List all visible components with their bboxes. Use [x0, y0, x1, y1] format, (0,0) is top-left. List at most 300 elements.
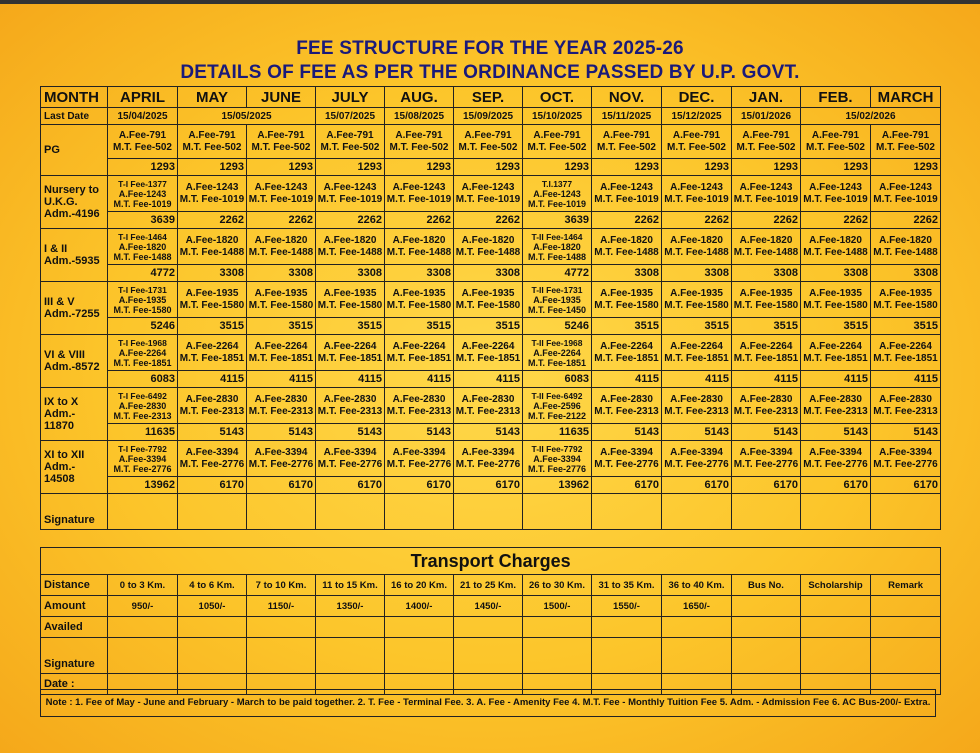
amenity-fee: A.Fee-1935: [254, 287, 308, 299]
fee-cell: [732, 176, 801, 212]
amenity-fee: A.Fee-1243: [461, 181, 515, 193]
fee-cell: [523, 125, 592, 159]
tuition-fee: M.T. Fee-1851: [873, 352, 938, 364]
amenity-fee: A.Fee-1243: [323, 181, 377, 193]
amenity-fee: A.Fee-1935: [185, 287, 239, 299]
tuition-fee: M.T. Fee-1488: [248, 246, 314, 258]
fee-cell: [316, 441, 385, 477]
fee-total: 3515: [385, 318, 454, 335]
amenity-fee: A.Fee-1820: [461, 234, 515, 246]
tuition-fee: M.T. Fee-1019: [386, 193, 452, 205]
fee-cell: [454, 388, 523, 424]
fee-total: 6170: [247, 477, 316, 494]
availed-cell[interactable]: [801, 617, 871, 638]
fee-cell: [385, 335, 454, 371]
tuition-fee: M.T. Fee-1851: [386, 352, 452, 364]
tuition-fee: M.T. Fee-1488: [664, 246, 729, 258]
fee-cell-terminal: [523, 176, 592, 212]
fee-cell: [662, 388, 732, 424]
fee-total: 2262: [178, 212, 247, 229]
terminal-fee: T-I Fee-1731: [118, 284, 167, 295]
amenity-fee: A.Fee-791: [742, 129, 790, 141]
fee-cell: [592, 335, 662, 371]
fee-cell: [592, 388, 662, 424]
month-july: JULY: [316, 87, 385, 108]
fee-total: 1293: [108, 159, 178, 176]
amenity-fee: A.Fee-2830: [118, 400, 167, 411]
amenity-fee: A.Fee-1935: [461, 287, 515, 299]
amenity-fee: A.Fee-791: [188, 129, 236, 141]
availed-cell[interactable]: [871, 617, 941, 638]
month-dec: DEC.: [662, 87, 732, 108]
amenity-fee: A.Fee-2264: [323, 340, 377, 352]
fee-cell-terminal: [108, 441, 178, 477]
signature-cell[interactable]: [592, 494, 662, 530]
tuition-fee: M.T. Fee-502: [806, 141, 865, 153]
fee-total: 6170: [316, 477, 385, 494]
availed-cell[interactable]: [592, 617, 662, 638]
amenity-fee: A.Fee-2830: [323, 393, 377, 405]
availed-cell[interactable]: [385, 617, 454, 638]
fee-cell: [454, 441, 523, 477]
fee-cell: [871, 335, 941, 371]
fee-total: 5143: [385, 424, 454, 441]
fee-total: 4115: [662, 371, 732, 388]
amount-label: Amount: [41, 596, 108, 617]
tuition-fee: M.T. Fee-2313: [113, 410, 172, 421]
transport-signature-cell[interactable]: [108, 638, 178, 674]
transport-signature-cell[interactable]: [316, 638, 385, 674]
tuition-fee: M.T. Fee-1851: [594, 352, 659, 364]
amenity-fee: A.Fee-2596: [533, 400, 581, 411]
availed-cell[interactable]: [108, 617, 178, 638]
amenity-fee: A.Fee-2264: [118, 347, 167, 358]
amenity-fee: A.Fee-791: [464, 129, 512, 141]
tuition-fee: M.T. Fee-1851: [664, 352, 729, 364]
fee-total: 11635: [523, 424, 592, 441]
fee-cell: [454, 176, 523, 212]
tuition-fee: M.T. Fee-1851: [733, 352, 799, 364]
fee-cell: [247, 388, 316, 424]
amenity-fee: A.Fee-1243: [809, 181, 862, 193]
amenity-fee: A.Fee-2830: [254, 393, 308, 405]
amenity-fee: A.Fee-2264: [739, 340, 793, 352]
transport-signature-label: Signature: [41, 638, 108, 674]
fee-cell: [592, 125, 662, 159]
amenity-fee: A.Fee-3394: [670, 446, 723, 458]
tuition-fee: M.T. Fee-1851: [179, 352, 245, 364]
fee-cell: [592, 176, 662, 212]
amenity-fee: A.Fee-791: [811, 129, 860, 141]
month-june: JUNE: [247, 87, 316, 108]
fee-cell: [247, 125, 316, 159]
tuition-fee: M.T. Fee-1488: [317, 246, 383, 258]
transport-signature-row: [41, 638, 941, 674]
signature-cell[interactable]: [801, 494, 871, 530]
signature-cell[interactable]: [523, 494, 592, 530]
terminal-fee: T-I Fee-1464: [118, 231, 167, 242]
tuition-fee: M.T. Fee-2776: [317, 458, 383, 470]
fee-total: 3308: [592, 265, 662, 282]
tuition-fee: M.T. Fee-2313: [733, 405, 799, 417]
fee-cell: [247, 335, 316, 371]
transport-signature-cell[interactable]: [801, 638, 871, 674]
last-date-dec: 15/12/2025: [662, 108, 732, 125]
terminal-fee: T-I Fee-6492: [118, 390, 167, 401]
transport-signature-cell[interactable]: [871, 638, 941, 674]
tuition-fee: M.T. Fee-1488: [179, 246, 245, 258]
availed-cell[interactable]: [178, 617, 247, 638]
fee-cell: [801, 335, 871, 371]
tuition-fee: M.T. Fee-1019: [179, 193, 245, 205]
month-aug: AUG.: [385, 87, 454, 108]
tuition-fee: M.T. Fee-2313: [248, 405, 314, 417]
tuition-fee: M.T. Fee-502: [876, 141, 935, 153]
tuition-fee: M.T. Fee-1019: [664, 193, 729, 205]
fee-cell-terminal: [108, 282, 178, 318]
total-row: [41, 477, 941, 494]
fee-cell-terminal: [523, 388, 592, 424]
signature-cell[interactable]: [662, 494, 732, 530]
fee-row: [41, 282, 941, 318]
fee-cell: [732, 388, 801, 424]
fee-total: 1293: [385, 159, 454, 176]
month-march: MARCH: [871, 87, 941, 108]
fee-cell: [871, 176, 941, 212]
class-label: PG: [41, 125, 108, 176]
fee-cell: [108, 125, 178, 159]
fee-cell: [316, 388, 385, 424]
tuition-fee: M.T. Fee-1488: [455, 246, 521, 258]
fee-cell: [732, 282, 801, 318]
fee-cell: [732, 125, 801, 159]
month-oct: OCT.: [523, 87, 592, 108]
fee-cell: [454, 335, 523, 371]
fee-cell: [247, 176, 316, 212]
fee-total: 2262: [385, 212, 454, 229]
class-label: VI & VIII Adm.-8572: [41, 335, 108, 388]
amenity-fee: A.Fee-3394: [392, 446, 446, 458]
amenity-fee: A.Fee-2830: [392, 393, 446, 405]
amenity-fee: A.Fee-2264: [392, 340, 446, 352]
fee-cell-terminal: [523, 335, 592, 371]
fee-cell: [801, 229, 871, 265]
fee-cell: [662, 441, 732, 477]
amenity-fee: A.Fee-1243: [600, 181, 653, 193]
fee-total: 6170: [454, 477, 523, 494]
amenity-fee: A.Fee-791: [118, 129, 167, 141]
signature-cell[interactable]: [108, 494, 178, 530]
terminal-fee: T-II Fee-7792: [531, 443, 583, 454]
distance-cell: 36 to 40 Km.: [662, 575, 732, 596]
fee-total: 1293: [316, 159, 385, 176]
amenity-fee: A.Fee-791: [602, 129, 651, 141]
availed-cell[interactable]: [316, 617, 385, 638]
fee-total: 4115: [247, 371, 316, 388]
fee-cell: [732, 335, 801, 371]
fee-total: 3515: [801, 318, 871, 335]
transport-signature-cell[interactable]: [732, 638, 801, 674]
fee-cell: [801, 125, 871, 159]
amenity-fee: A.Fee-791: [672, 129, 721, 141]
distance-cell: 4 to 6 Km.: [178, 575, 247, 596]
signature-cell[interactable]: [871, 494, 941, 530]
month-may: MAY: [178, 87, 247, 108]
total-row: [41, 424, 941, 441]
amenity-fee: A.Fee-1243: [254, 181, 308, 193]
fee-cell: [732, 229, 801, 265]
signature-cell[interactable]: [385, 494, 454, 530]
amenity-fee: A.Fee-2264: [461, 340, 515, 352]
transport-signature-cell[interactable]: [178, 638, 247, 674]
availed-cell[interactable]: [523, 617, 592, 638]
fee-total: 3515: [178, 318, 247, 335]
amenity-fee: A.Fee-1935: [600, 287, 653, 299]
fee-total: 2262: [662, 212, 732, 229]
tuition-fee: M.T. Fee-1019: [527, 198, 587, 209]
amenity-fee: A.Fee-1820: [323, 234, 377, 246]
date-label: Date :: [41, 674, 108, 695]
amenity-fee: A.Fee-2264: [185, 340, 239, 352]
last-date-label: Last Date: [41, 108, 108, 125]
transport-signature-cell[interactable]: [662, 638, 732, 674]
availed-cell[interactable]: [732, 617, 801, 638]
fee-total: 2262: [871, 212, 941, 229]
transport-title: Transport Charges: [41, 548, 941, 575]
tuition-fee: M.T. Fee-502: [389, 141, 449, 153]
last-date-july: 15/07/2025: [316, 108, 385, 125]
fee-total: 3515: [592, 318, 662, 335]
amount-cell: 1400/-: [385, 596, 454, 617]
fee-total: 3308: [871, 265, 941, 282]
fee-cell: [454, 282, 523, 318]
amenity-fee: A.Fee-1820: [600, 234, 653, 246]
fee-total: 3639: [523, 212, 592, 229]
fee-total: 5143: [247, 424, 316, 441]
signature-cell[interactable]: [454, 494, 523, 530]
amount-cell: [732, 596, 801, 617]
fee-total: 1293: [592, 159, 662, 176]
amenity-fee: A.Fee-3394: [739, 446, 793, 458]
fee-total: 5143: [662, 424, 732, 441]
class-label: IX to X Adm.- 11870: [41, 388, 108, 441]
amenity-fee: A.Fee-1820: [809, 234, 862, 246]
fee-total: 4115: [592, 371, 662, 388]
fee-table: [40, 86, 941, 530]
availed-cell[interactable]: [247, 617, 316, 638]
fee-total: 4115: [385, 371, 454, 388]
fee-total: 11635: [108, 424, 178, 441]
amenity-fee: A.Fee-2264: [670, 340, 723, 352]
fee-total: 5246: [108, 318, 178, 335]
tuition-fee: M.T. Fee-1580: [594, 299, 659, 311]
transport-title-row: [41, 548, 941, 575]
tuition-fee: M.T. Fee-1019: [455, 193, 521, 205]
amenity-fee: A.Fee-3394: [118, 453, 167, 464]
month-jan: JAN.: [732, 87, 801, 108]
tuition-fee: M.T. Fee-2776: [248, 458, 314, 470]
fee-total: 4772: [523, 265, 592, 282]
distance-label: Distance: [41, 575, 108, 596]
tuition-fee: M.T. Fee-1851: [248, 352, 314, 364]
fee-cell: [385, 125, 454, 159]
amenity-fee: A.Fee-2830: [670, 393, 723, 405]
tuition-fee: M.T. Fee-2776: [527, 463, 587, 474]
fee-total: 3515: [247, 318, 316, 335]
fee-total: 6170: [871, 477, 941, 494]
amenity-fee: A.Fee-2264: [600, 340, 653, 352]
tuition-fee: M.T. Fee-502: [320, 141, 380, 153]
fee-total: 6170: [732, 477, 801, 494]
amenity-fee: A.Fee-2830: [739, 393, 793, 405]
fee-total: 4772: [108, 265, 178, 282]
fee-total: 2262: [801, 212, 871, 229]
fee-total: 1293: [732, 159, 801, 176]
tuition-fee: M.T. Fee-1580: [317, 299, 383, 311]
fee-cell: [247, 229, 316, 265]
availed-cell[interactable]: [454, 617, 523, 638]
tuition-fee: M.T. Fee-2313: [873, 405, 938, 417]
fee-total: 1293: [523, 159, 592, 176]
tuition-fee: M.T. Fee-2313: [179, 405, 245, 417]
distance-cell: 31 to 35 Km.: [592, 575, 662, 596]
amenity-fee: A.Fee-1820: [118, 241, 167, 252]
fee-cell: [871, 388, 941, 424]
fee-total: 3308: [316, 265, 385, 282]
amenity-fee: A.Fee-3394: [254, 446, 308, 458]
fee-total: 3308: [178, 265, 247, 282]
tuition-fee: M.T. Fee-1019: [113, 198, 172, 209]
signature-cell[interactable]: [178, 494, 247, 530]
amenity-fee: A.Fee-1820: [185, 234, 239, 246]
fee-total: 13962: [523, 477, 592, 494]
last-date-sep: 15/09/2025: [454, 108, 523, 125]
fee-total: 6170: [178, 477, 247, 494]
fee-total: 4115: [454, 371, 523, 388]
fee-total: 5143: [592, 424, 662, 441]
signature-cell[interactable]: [316, 494, 385, 530]
tuition-fee: M.T. Fee-2776: [455, 458, 521, 470]
fee-total: 4115: [871, 371, 941, 388]
last-date-oct: 15/10/2025: [523, 108, 592, 125]
fee-cell: [592, 282, 662, 318]
tuition-fee: M.T. Fee-1580: [455, 299, 521, 311]
fee-cell-terminal: [108, 335, 178, 371]
tuition-fee: M.T. Fee-1851: [317, 352, 383, 364]
amenity-fee: A.Fee-2830: [809, 393, 862, 405]
amenity-fee: A.Fee-1243: [879, 181, 932, 193]
fee-cell: [801, 441, 871, 477]
fee-total: 1293: [247, 159, 316, 176]
fee-cell: [732, 441, 801, 477]
fee-cell: [662, 335, 732, 371]
page-title: FEE STRUCTURE FOR THE YEAR 2025-26: [296, 38, 684, 59]
terminal-fee: T-II Fee-1731: [531, 284, 583, 295]
transport-signature-cell[interactable]: [385, 638, 454, 674]
total-row: [41, 212, 941, 229]
signature-cell[interactable]: [732, 494, 801, 530]
distance-cell: 11 to 15 Km.: [316, 575, 385, 596]
fee-total: 5143: [178, 424, 247, 441]
fee-row: [41, 176, 941, 212]
signature-cell[interactable]: [247, 494, 316, 530]
tuition-fee: M.T. Fee-1488: [594, 246, 659, 258]
top-border: [0, 0, 980, 4]
fee-row: [41, 335, 941, 371]
tuition-fee: M.T. Fee-1488: [113, 251, 172, 262]
fee-total: 1293: [662, 159, 732, 176]
availed-cell[interactable]: [662, 617, 732, 638]
fee-cell: [178, 388, 247, 424]
tuition-fee: M.T. Fee-1488: [873, 246, 938, 258]
tuition-fee: M.T. Fee-2776: [733, 458, 799, 470]
amenity-fee: A.Fee-2264: [879, 340, 932, 352]
class-label: III & V Adm.-7255: [41, 282, 108, 335]
tuition-fee: M.T. Fee-2776: [803, 458, 868, 470]
tuition-fee: M.T. Fee-1450: [527, 304, 587, 315]
transport-signature-cell[interactable]: [454, 638, 523, 674]
distance-row: [41, 575, 941, 596]
fee-cell: [247, 282, 316, 318]
amount-row: [41, 596, 941, 617]
month-feb: FEB.: [801, 87, 871, 108]
tuition-fee: M.T. Fee-502: [251, 141, 311, 153]
fee-total: 2262: [316, 212, 385, 229]
fee-cell-terminal: [108, 388, 178, 424]
tuition-fee: M.T. Fee-2313: [664, 405, 729, 417]
month-sep: SEP.: [454, 87, 523, 108]
amenity-fee: A.Fee-1820: [739, 234, 793, 246]
fee-cell: [454, 229, 523, 265]
fee-cell: [592, 229, 662, 265]
fee-cell: [178, 229, 247, 265]
fee-total: 6170: [592, 477, 662, 494]
fee-cell-terminal: [523, 282, 592, 318]
distance-cell: Scholarship: [801, 575, 871, 596]
fee-cell: [178, 335, 247, 371]
tuition-fee: M.T. Fee-1488: [527, 251, 587, 262]
tuition-fee: M.T. Fee-2313: [386, 405, 452, 417]
fee-total: 6170: [662, 477, 732, 494]
transport-signature-cell[interactable]: [592, 638, 662, 674]
fee-total: 13962: [108, 477, 178, 494]
amenity-fee: A.Fee-1935: [533, 294, 581, 305]
fee-total: 1293: [871, 159, 941, 176]
amenity-fee: A.Fee-1243: [392, 181, 446, 193]
tuition-fee: M.T. Fee-1580: [873, 299, 938, 311]
fee-cell: [316, 125, 385, 159]
tuition-fee: M.T. Fee-502: [736, 141, 796, 153]
fee-total: 3515: [316, 318, 385, 335]
class-label: Nursery to U.K.G. Adm.-4196: [41, 176, 108, 229]
tuition-fee: M.T. Fee-1488: [386, 246, 452, 258]
fee-cell: [316, 229, 385, 265]
fee-cell: [662, 282, 732, 318]
last-date-feb-march: 15/02/2026: [801, 108, 941, 125]
transport-signature-cell[interactable]: [247, 638, 316, 674]
tuition-fee: M.T. Fee-2313: [803, 405, 868, 417]
last-date-may-june: 15/05/2025: [178, 108, 316, 125]
last-date-aug: 15/08/2025: [385, 108, 454, 125]
amenity-fee: A.Fee-791: [257, 129, 305, 141]
amenity-fee: A.Fee-791: [533, 129, 581, 141]
amount-cell: 1550/-: [592, 596, 662, 617]
amount-cell: [871, 596, 941, 617]
tuition-fee: M.T. Fee-2776: [386, 458, 452, 470]
amenity-fee: A.Fee-3394: [185, 446, 239, 458]
fee-cell: [178, 125, 247, 159]
transport-signature-cell[interactable]: [523, 638, 592, 674]
